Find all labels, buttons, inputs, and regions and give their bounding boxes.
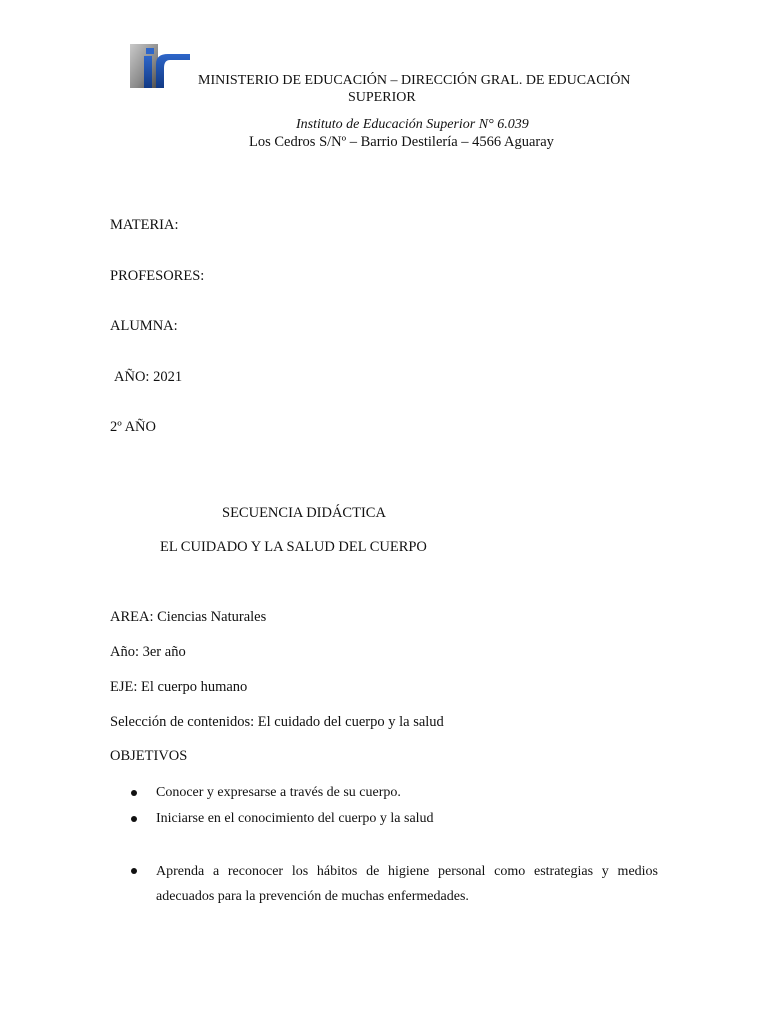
materia-label: MATERIA: bbox=[110, 217, 179, 233]
bullet-icon bbox=[131, 790, 137, 796]
objective-item: Iniciarse en el conocimiento del cuerpo y la salud bbox=[156, 811, 434, 826]
ministry-header-line1: MINISTERIO DE EDUCACIÓN – DIRECCIÓN GRAL. DE EDUCACIÓN bbox=[198, 73, 631, 88]
objective-item: Aprenda a reconocer los hábitos de higiene personal como estrategias y medios adecuados para la prevención de muchas enfermedades. bbox=[156, 864, 658, 904]
institute-address: Los Cedros S/Nº – Barrio Destilería – 4566 Aguaray bbox=[249, 134, 554, 150]
alumna-label: ALUMNA: bbox=[110, 318, 178, 334]
area-line: AREA: Ciencias Naturales bbox=[110, 609, 267, 625]
profesores-label: PROFESORES: bbox=[110, 268, 205, 284]
course-year-line: Año: 3er año bbox=[110, 644, 186, 660]
secuencia-title: SECUENCIA DIDÁCTICA bbox=[222, 505, 386, 521]
content-selection-line: Selección de contenidos: El cuidado del cuerpo y la salud bbox=[110, 714, 444, 730]
grade-label: 2º AÑO bbox=[110, 419, 156, 435]
bullet-icon bbox=[131, 868, 137, 874]
topic-title: EL CUIDADO Y LA SALUD DEL CUERPO bbox=[160, 539, 427, 555]
institute-name: Instituto de Educación Superior N° 6.039 bbox=[296, 117, 529, 132]
institute-logo bbox=[128, 42, 192, 90]
objective-item: Conocer y expresarse a través de su cuerpo. bbox=[156, 785, 401, 800]
objectives-heading: OBJETIVOS bbox=[110, 748, 188, 764]
ministry-header-line2: SUPERIOR bbox=[348, 90, 416, 105]
axis-line: EJE: El cuerpo humano bbox=[110, 679, 248, 695]
year-label: AÑO: 2021 bbox=[114, 369, 183, 385]
bullet-icon bbox=[131, 816, 137, 822]
